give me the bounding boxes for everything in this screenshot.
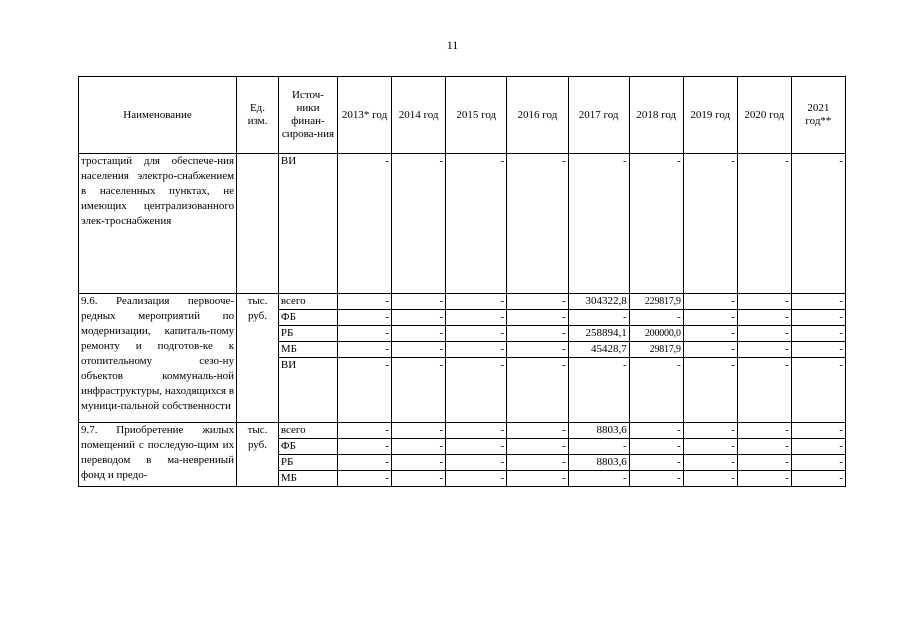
cell-2021: - [791, 342, 845, 358]
cell-2016: - [507, 310, 568, 326]
cell-2017: 45428,7 [568, 342, 629, 358]
cell-2019: - [683, 326, 737, 342]
cell-2013: - [338, 423, 392, 439]
header-2020: 2020 год [737, 77, 791, 154]
cell-2015: - [446, 154, 507, 294]
cell-2014: - [392, 358, 446, 423]
cell-2021: - [791, 439, 845, 455]
cell-2018: 229817,9 [629, 294, 683, 310]
cell-2018: - [629, 455, 683, 471]
row-source: РБ [278, 326, 337, 342]
header-2016: 2016 год [507, 77, 568, 154]
cell-2014: - [392, 471, 446, 487]
cell-2018: 200000,0 [629, 326, 683, 342]
table-row [79, 294, 846, 310]
cell-2019: - [683, 154, 737, 294]
cell-2019: - [683, 423, 737, 439]
cell-2016: - [507, 358, 568, 423]
table-header-row [79, 77, 846, 154]
cell-2014: - [392, 310, 446, 326]
row-source: ФБ [278, 439, 337, 455]
cell-2019: - [683, 342, 737, 358]
cell-2013: - [338, 358, 392, 423]
header-unit: Ед. изм. [237, 77, 279, 154]
cell-2020: - [737, 455, 791, 471]
row-unit: тыс. руб. [237, 423, 279, 487]
table-row [79, 154, 846, 294]
cell-2018: 29817,9 [629, 342, 683, 358]
cell-2020: - [737, 471, 791, 487]
cell-2020: - [737, 326, 791, 342]
cell-2016: - [507, 294, 568, 310]
header-2018: 2018 год [629, 77, 683, 154]
cell-2013: - [338, 326, 392, 342]
cell-2013: - [338, 154, 392, 294]
cell-2020: - [737, 439, 791, 455]
cell-2021: - [791, 294, 845, 310]
cell-2021: - [791, 310, 845, 326]
cell-2021: - [791, 358, 845, 423]
cell-2014: - [392, 342, 446, 358]
cell-2014: - [392, 423, 446, 439]
header-2014: 2014 год [392, 77, 446, 154]
cell-2016: - [507, 326, 568, 342]
cell-2018: - [629, 310, 683, 326]
cell-2014: - [392, 326, 446, 342]
cell-2015: - [446, 342, 507, 358]
financing-table [78, 76, 846, 487]
header-source: Источ-ники финан-сирова-ния [278, 77, 337, 154]
cell-2014: - [392, 439, 446, 455]
row-source: ФБ [278, 310, 337, 326]
cell-2021: - [791, 326, 845, 342]
cell-2017: 258894,1 [568, 326, 629, 342]
cell-2013: - [338, 471, 392, 487]
cell-2017: - [568, 358, 629, 423]
cell-2021: - [791, 471, 845, 487]
cell-2015: - [446, 294, 507, 310]
cell-2017: 8803,6 [568, 455, 629, 471]
row-source: ВИ [278, 154, 337, 294]
row-source: МБ [278, 471, 337, 487]
cell-2020: - [737, 358, 791, 423]
row-source: МБ [278, 342, 337, 358]
cell-2017: - [568, 439, 629, 455]
header-2013: 2013* год [338, 77, 392, 154]
cell-2017: - [568, 471, 629, 487]
cell-2020: - [737, 342, 791, 358]
cell-2019: - [683, 471, 737, 487]
cell-2018: - [629, 154, 683, 294]
cell-2016: - [507, 471, 568, 487]
row-source: всего [278, 294, 337, 310]
cell-2020: - [737, 154, 791, 294]
cell-2013: - [338, 439, 392, 455]
cell-2018: - [629, 358, 683, 423]
cell-2015: - [446, 310, 507, 326]
cell-2015: - [446, 326, 507, 342]
cell-2016: - [507, 455, 568, 471]
cell-2019: - [683, 455, 737, 471]
cell-2013: - [338, 310, 392, 326]
cell-2020: - [737, 294, 791, 310]
cell-2021: - [791, 154, 845, 294]
header-2019: 2019 год [683, 77, 737, 154]
cell-2015: - [446, 439, 507, 455]
table-row [79, 423, 846, 439]
header-2021: 2021 год** [791, 77, 845, 154]
cell-2018: - [629, 471, 683, 487]
cell-2020: - [737, 423, 791, 439]
cell-2017: 8803,6 [568, 423, 629, 439]
cell-2017: - [568, 310, 629, 326]
cell-2016: - [507, 342, 568, 358]
cell-2016: - [507, 154, 568, 294]
cell-2013: - [338, 342, 392, 358]
header-2015: 2015 год [446, 77, 507, 154]
cell-2014: - [392, 455, 446, 471]
cell-2019: - [683, 439, 737, 455]
header-2017: 2017 год [568, 77, 629, 154]
cell-2014: - [392, 154, 446, 294]
cell-2018: - [629, 439, 683, 455]
cell-2013: - [338, 455, 392, 471]
cell-2015: - [446, 358, 507, 423]
row-source: РБ [278, 455, 337, 471]
cell-2015: - [446, 423, 507, 439]
cell-2016: - [507, 439, 568, 455]
cell-2013: - [338, 294, 392, 310]
cell-2019: - [683, 358, 737, 423]
cell-2020: - [737, 310, 791, 326]
cell-2019: - [683, 310, 737, 326]
cell-2021: - [791, 455, 845, 471]
row-name: 9.7. Приобретение жилых помещений с последую-щим их переводом в ма-неврениый фонд и предо- [79, 423, 237, 487]
row-source: ВИ [278, 358, 337, 423]
page-number: 11 [446, 38, 459, 52]
cell-2015: - [446, 471, 507, 487]
row-unit [237, 154, 279, 294]
header-name: Наименование [79, 77, 237, 154]
cell-2016: - [507, 423, 568, 439]
row-source: всего [278, 423, 337, 439]
row-name: 9.6. Реализация первооче-редных мероприятий по модернизации, капиталь-пому ремонту и подготов-ке к отопительному сезо-ну объектов коммуналь-ной инфраструктуры, находящихся в муници-пальной собственности [79, 294, 237, 423]
row-unit: тыс. руб. [237, 294, 279, 423]
cell-2017: 304322,8 [568, 294, 629, 310]
row-name: тростащий для обеспече-ния населения электро-снабжением в населенных пунктах, не имеющих централизованного элек-троснабжения [79, 154, 237, 294]
cell-2021: - [791, 423, 845, 439]
cell-2018: - [629, 423, 683, 439]
cell-2015: - [446, 455, 507, 471]
cell-2014: - [392, 294, 446, 310]
cell-2019: - [683, 294, 737, 310]
cell-2017: - [568, 154, 629, 294]
